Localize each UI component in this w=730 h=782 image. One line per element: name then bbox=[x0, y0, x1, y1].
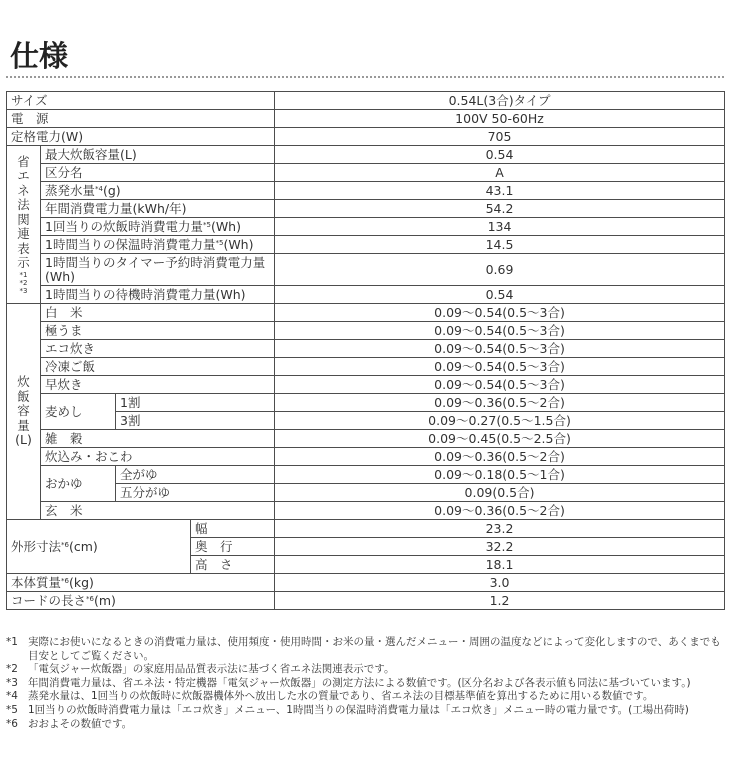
row-label: 1回当りの炊飯時消費電力量$^{*5}$(Wh) bbox=[41, 218, 275, 236]
row-value: 43.1 bbox=[275, 182, 725, 200]
row-label: サイズ bbox=[7, 92, 275, 110]
row-sublabel: 全がゆ bbox=[116, 466, 275, 484]
table-row bbox=[7, 304, 725, 322]
row-label: 1時間当りの待機時消費電力量(Wh) bbox=[41, 286, 275, 304]
table-row bbox=[7, 448, 725, 466]
title-divider bbox=[6, 76, 724, 78]
row-value: 0.54L(3合)タイプ bbox=[275, 92, 725, 110]
footnotes bbox=[6, 636, 724, 731]
row-value: 0.09～0.45(0.5～2.5合) bbox=[275, 430, 725, 448]
row-label: 年間消費電力量(kWh/年) bbox=[41, 200, 275, 218]
table-row bbox=[7, 128, 725, 146]
row-value: 18.1 bbox=[275, 556, 725, 574]
row-label: コードの長さ$^{*6}$(m) bbox=[7, 592, 275, 610]
table-row bbox=[7, 146, 725, 164]
row-value: 0.09～0.27(0.5～1.5合) bbox=[275, 412, 725, 430]
row-label: 玄 米 bbox=[41, 502, 275, 520]
row-value: 0.69 bbox=[275, 254, 725, 286]
row-value: 134 bbox=[275, 218, 725, 236]
footnote: *4 蒸発水量は、1回当りの炊飯時に炊飯器機体外へ放出した水の質量であり、省エネ法の目標基準値を算出するために用いる数値です。 bbox=[6, 690, 654, 703]
table-row bbox=[7, 358, 725, 376]
table-row bbox=[7, 322, 725, 340]
dimensions-label: 外形寸法$^{*6}$(cm) bbox=[7, 520, 191, 574]
footnote: *1 実際にお使いになるときの消費電力量は、使用頻度・使用時間・お米の量・選んだメニュー・周囲の温度などによって変化しますので、あくまでも目安としてご覧ください。 bbox=[6, 636, 721, 662]
row-value: 0.54 bbox=[275, 286, 725, 304]
table-row bbox=[7, 394, 725, 412]
table-row bbox=[7, 466, 725, 484]
row-value: 100V 50-60Hz bbox=[275, 110, 725, 128]
row-value: 0.09～0.54(0.5～3合) bbox=[275, 340, 725, 358]
row-value: 32.2 bbox=[275, 538, 725, 556]
table-row bbox=[7, 236, 725, 254]
row-label: 麦めし bbox=[41, 394, 116, 430]
table-row bbox=[7, 520, 725, 538]
row-value: 0.09～0.54(0.5～3合) bbox=[275, 304, 725, 322]
row-value: 14.5 bbox=[275, 236, 725, 254]
row-value: 54.2 bbox=[275, 200, 725, 218]
row-label: 冷凍ご飯 bbox=[41, 358, 275, 376]
table-row bbox=[7, 110, 725, 128]
row-value: 0.09～0.18(0.5～1合) bbox=[275, 466, 725, 484]
spec-table bbox=[6, 91, 725, 610]
row-sublabel: 高 さ bbox=[191, 556, 275, 574]
row-label: 定格電力(W) bbox=[7, 128, 275, 146]
table-row bbox=[7, 340, 725, 358]
footnote: *3 年間消費電力量は、省エネ法・特定機器「電気ジャー炊飯器」の測定方法による数値です。(区分名および各表示値も同法に基づいています。) bbox=[6, 676, 691, 689]
row-value: 0.09～0.54(0.5～3合) bbox=[275, 322, 725, 340]
table-row bbox=[7, 164, 725, 182]
table-row bbox=[7, 430, 725, 448]
row-value: A bbox=[275, 164, 725, 182]
table-row bbox=[7, 592, 725, 610]
page-title: 仕様 bbox=[10, 39, 69, 73]
row-label: 雑 穀 bbox=[41, 430, 275, 448]
row-label: 区分名 bbox=[41, 164, 275, 182]
row-label: おかゆ bbox=[41, 466, 116, 502]
table-row bbox=[7, 92, 725, 110]
row-sublabel: 幅 bbox=[191, 520, 275, 538]
row-sublabel: 奥 行 bbox=[191, 538, 275, 556]
table-row bbox=[7, 376, 725, 394]
table-row bbox=[7, 200, 725, 218]
table-row bbox=[7, 574, 725, 592]
row-value: 0.09～0.36(0.5～2合) bbox=[275, 394, 725, 412]
capacity-group-label: 炊 飯 容 量 (L) bbox=[7, 304, 41, 520]
row-value: 0.09～0.54(0.5～3合) bbox=[275, 376, 725, 394]
footnote: *6 おおよその数値です。 bbox=[6, 717, 133, 730]
row-label: 1時間当りの保温時消費電力量$^{*5}$(Wh) bbox=[41, 236, 275, 254]
row-label: 最大炊飯容量(L) bbox=[41, 146, 275, 164]
table-row bbox=[7, 502, 725, 520]
table-row bbox=[7, 218, 725, 236]
footnote: *2 「電気ジャー炊飯器」の家庭用品品質表示法に基づく省エネ法関連表示です。 bbox=[6, 663, 395, 676]
row-sublabel: 1割 bbox=[116, 394, 275, 412]
row-value: 0.09～0.36(0.5～2合) bbox=[275, 448, 725, 466]
row-label: エコ炊き bbox=[41, 340, 275, 358]
table-row bbox=[7, 286, 725, 304]
row-value: 1.2 bbox=[275, 592, 725, 610]
row-value: 0.09～0.36(0.5～2合) bbox=[275, 502, 725, 520]
table-row bbox=[7, 254, 725, 286]
row-label: 蒸発水量$^{*4}$(g) bbox=[41, 182, 275, 200]
footnote: *5 1回当りの炊飯時消費電力量は「エコ炊き」メニュー、1時間当りの保温時消費電力量は「エコ炊き」メニュー時の電力量です。(工場出荷時) bbox=[6, 703, 689, 716]
row-label: 1時間当りのタイマー予約時消費電力量(Wh) bbox=[41, 254, 275, 286]
row-value: 3.0 bbox=[275, 574, 725, 592]
row-label: 本体質量$^{*6}$(kg) bbox=[7, 574, 275, 592]
row-value: 0.09(0.5合) bbox=[275, 484, 725, 502]
row-value: 23.2 bbox=[275, 520, 725, 538]
table-row bbox=[7, 182, 725, 200]
row-value: 705 bbox=[275, 128, 725, 146]
row-label: 白 米 bbox=[41, 304, 275, 322]
row-value: 0.09～0.54(0.5～3合) bbox=[275, 358, 725, 376]
row-sublabel: 3割 bbox=[116, 412, 275, 430]
row-value: 0.54 bbox=[275, 146, 725, 164]
row-label: 極うま bbox=[41, 322, 275, 340]
row-label: 電 源 bbox=[7, 110, 275, 128]
row-label: 炊込み・おこわ bbox=[41, 448, 275, 466]
row-label: 早炊き bbox=[41, 376, 275, 394]
energy-group-label: 省 エ ネ 法 関 連 表 示 *1 *2 *3 bbox=[7, 146, 41, 304]
row-sublabel: 五分がゆ bbox=[116, 484, 275, 502]
